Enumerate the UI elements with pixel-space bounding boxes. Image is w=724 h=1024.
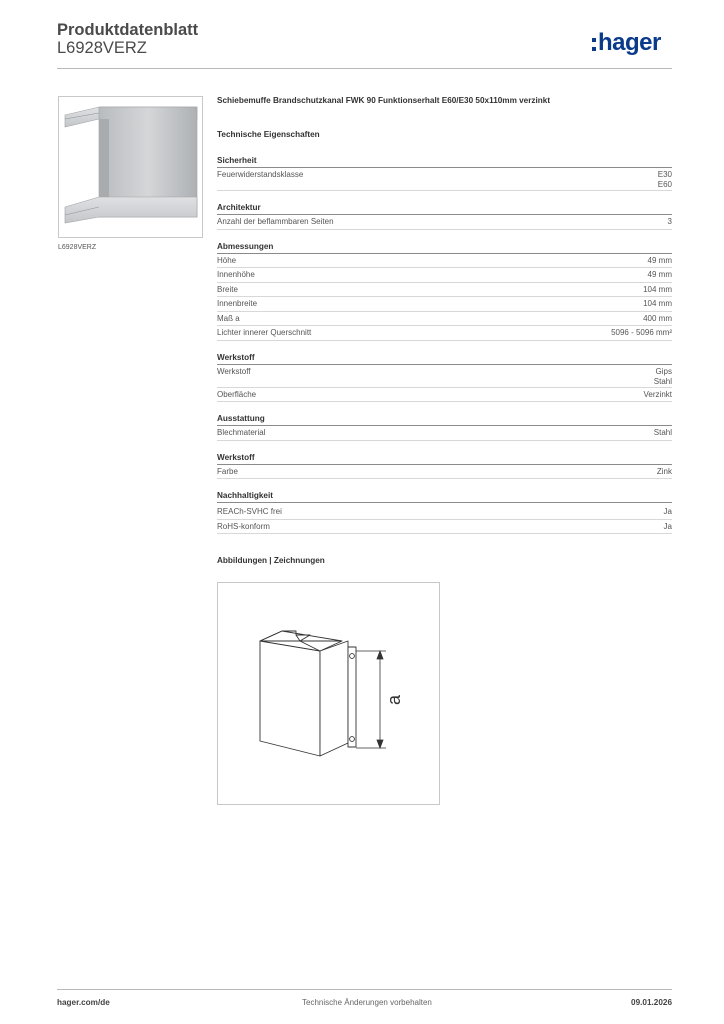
footer-date: 09.01.2026 — [631, 998, 672, 1007]
property-row — [217, 312, 672, 327]
property-label: Oberfläche — [217, 389, 257, 399]
property-row — [217, 254, 672, 269]
drawings-heading: Abbildungen | Zeichnungen — [217, 556, 325, 565]
property-row — [217, 465, 672, 480]
section-title: Abmessungen — [217, 242, 672, 254]
section-title: Ausstattung — [217, 414, 672, 426]
section-nachhaltigkeit — [217, 491, 672, 534]
section-abmessungen — [217, 242, 672, 341]
property-value: Verzinkt — [643, 389, 672, 399]
document-title: Produktdatenblatt — [57, 21, 199, 39]
property-label: Feuerwiderstandsklasse — [217, 170, 304, 179]
property-value: 3 — [667, 217, 672, 226]
property-label: Maß a — [217, 313, 240, 323]
product-photo — [58, 96, 203, 238]
property-label: Lichter innerer Querschnitt — [217, 328, 312, 337]
property-row — [217, 297, 672, 312]
property-value: Ja — [663, 521, 672, 531]
section-architektur — [217, 203, 672, 230]
hager-logo — [592, 30, 661, 56]
property-row — [217, 168, 672, 191]
article-number: L6928VERZ — [57, 39, 147, 57]
section-title: Sicherheit — [217, 156, 672, 168]
technical-properties-heading: Technische Eigenschaften — [217, 130, 320, 139]
product-details — [217, 96, 672, 565]
value-line: E60 — [657, 180, 672, 189]
property-row — [217, 426, 672, 441]
property-row — [217, 388, 672, 403]
logo-colon-icon — [592, 38, 596, 51]
property-row — [217, 283, 672, 298]
section-title: Werkstoff — [217, 453, 672, 465]
photo-caption: L6928VERZ — [58, 244, 97, 251]
property-value: 49 mm — [647, 255, 672, 265]
value-line: Stahl — [653, 376, 672, 386]
property-label: REACh-SVHC frei — [217, 507, 282, 516]
property-label: Breite — [217, 284, 238, 294]
header-divider — [57, 68, 672, 69]
property-value — [658, 170, 672, 190]
property-value: 104 mm — [643, 299, 672, 308]
section-title: Nachhaltigkeit — [217, 491, 672, 503]
property-value: 5096 - 5096 mm² — [611, 328, 672, 337]
property-row — [217, 215, 672, 230]
section-werkstoff — [217, 353, 672, 403]
product-description: Schiebemuffe Brandschutzkanal FWK 90 Funktionserhalt E60/E30 50x110mm verzinkt — [217, 96, 551, 105]
value-line: Gips — [655, 366, 672, 376]
property-value: Ja — [663, 507, 672, 516]
drawing-image — [218, 583, 439, 804]
value-line: E30 — [657, 170, 672, 179]
footer-website[interactable]: hager.com/de — [57, 998, 110, 1007]
property-label: Innenbreite — [217, 299, 258, 308]
section-ausstattung — [217, 414, 672, 441]
property-label: Anzahl der beflammbaren Seiten — [217, 217, 334, 226]
footer-notice: Technische Änderungen vorbehalten — [302, 998, 432, 1007]
property-value: 49 mm — [647, 270, 672, 279]
property-row — [217, 365, 672, 388]
property-label: Farbe — [217, 466, 238, 476]
property-row — [217, 268, 672, 283]
footer-divider — [57, 989, 672, 990]
property-label: Innenhöhe — [217, 270, 255, 279]
section-sicherheit — [217, 156, 672, 191]
property-value: Zink — [656, 466, 672, 476]
technical-drawing — [217, 582, 440, 805]
section-werkstoff-farbe — [217, 453, 672, 480]
property-row — [217, 326, 672, 341]
property-value: Stahl — [653, 428, 672, 437]
property-label: Werkstoff — [217, 366, 251, 376]
property-value — [654, 367, 672, 387]
property-row — [217, 520, 672, 535]
property-label: RoHS-konform — [217, 521, 270, 531]
property-value: 104 mm — [643, 284, 672, 294]
logo-text: hager — [598, 29, 661, 56]
property-value: 400 mm — [643, 313, 672, 323]
property-label: Blechmaterial — [217, 428, 266, 437]
section-title: Architektur — [217, 203, 672, 215]
dimension-a-label: a — [384, 694, 404, 706]
property-label: Höhe — [217, 255, 237, 265]
product-photo-image — [59, 97, 202, 237]
section-title: Werkstoff — [217, 353, 672, 365]
property-row — [217, 505, 672, 520]
